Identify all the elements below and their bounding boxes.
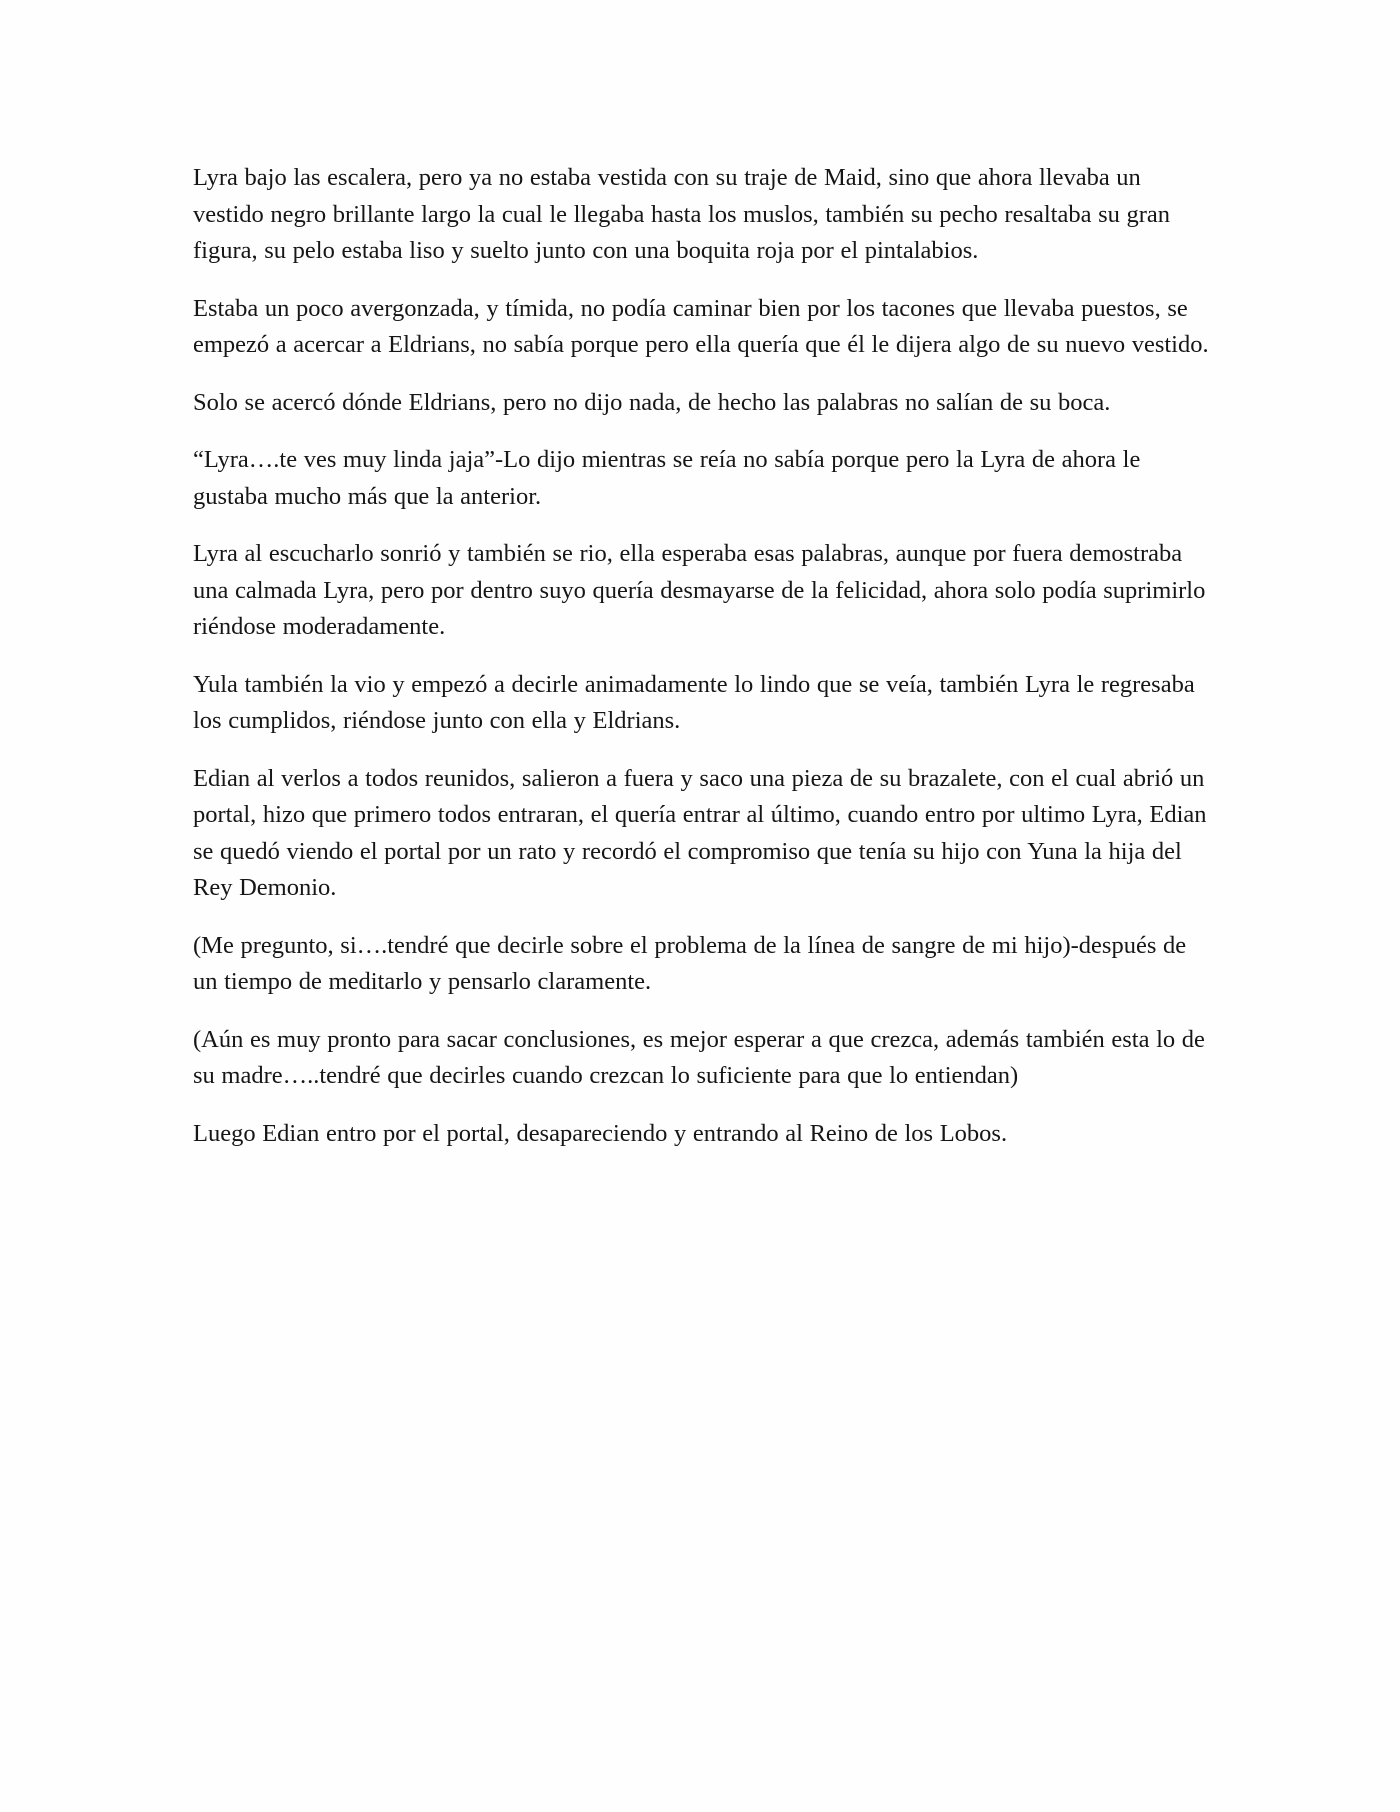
paragraph-4: “Lyra….te ves muy linda jaja”-Lo dijo mientras se reía no sabía porque pero la Lyra de ahora le gustaba mucho más que la anterior.	[193, 446, 1141, 510]
document-body	[193, 160, 1213, 1173]
paragraph-1: Lyra bajo las escalera, pero ya no estaba vestida con su traje de Maid, sino que ahora llevaba un vestido negro brillante largo la cual le llegaba hasta los muslos, también su pecho resaltaba su gran figura, su pelo estaba liso y suelto junto con una boquita roja por el pintalabios.	[193, 164, 1171, 264]
paragraph-2: Estaba un poco avergonzada, y tímida, no podía caminar bien por los tacones que llevaba puestos, se empezó a acercar a Eldrians, no sabía porque pero ella quería que él le dijera algo de su nuevo vestido.	[193, 294, 1209, 358]
paragraph-7: Edian al verlos a todos reunidos, salieron a fuera y saco una pieza de su brazalete, con el cual abrió un portal, hizo que primero todos entraran, el quería entrar al último, cuando entro por ultimo Lyra, Edian se quedó viendo el portal por un rato y recordó el compromiso que tenía su hijo con Yuna la hija del Rey Demonio.	[193, 764, 1207, 901]
paragraph-9: (Aún es muy pronto para sacar conclusiones, es mejor esperar a que crezca, además también esta lo de su madre…..tendré que decirles cuando crezcan lo suficiente para que lo entiendan)	[193, 1025, 1205, 1089]
paragraph-8: (Me pregunto, si….tendré que decirle sobre el problema de la línea de sangre de mi hijo)-después de un tiempo de meditarlo y pensarlo claramente.	[193, 931, 1187, 995]
paragraph-6: Yula también la vio y empezó a decirle animadamente lo lindo que se veía, también Lyra le regresaba los cumplidos, riéndose junto con ella y Eldrians.	[193, 670, 1195, 734]
paragraph-5: Lyra al escucharlo sonrió y también se rio, ella esperaba esas palabras, aunque por fuera demostraba una calmada Lyra, pero por dentro suyo quería desmayarse de la felicidad, ahora solo podía suprimirlo riéndose moderadamente.	[193, 540, 1206, 640]
paragraph-3: Solo se acercó dónde Eldrians, pero no dijo nada, de hecho las palabras no salían de su boca.	[193, 388, 1111, 416]
paragraph-10: Luego Edian entro por el portal, desapareciendo y entrando al Reino de los Lobos.	[193, 1119, 1008, 1147]
